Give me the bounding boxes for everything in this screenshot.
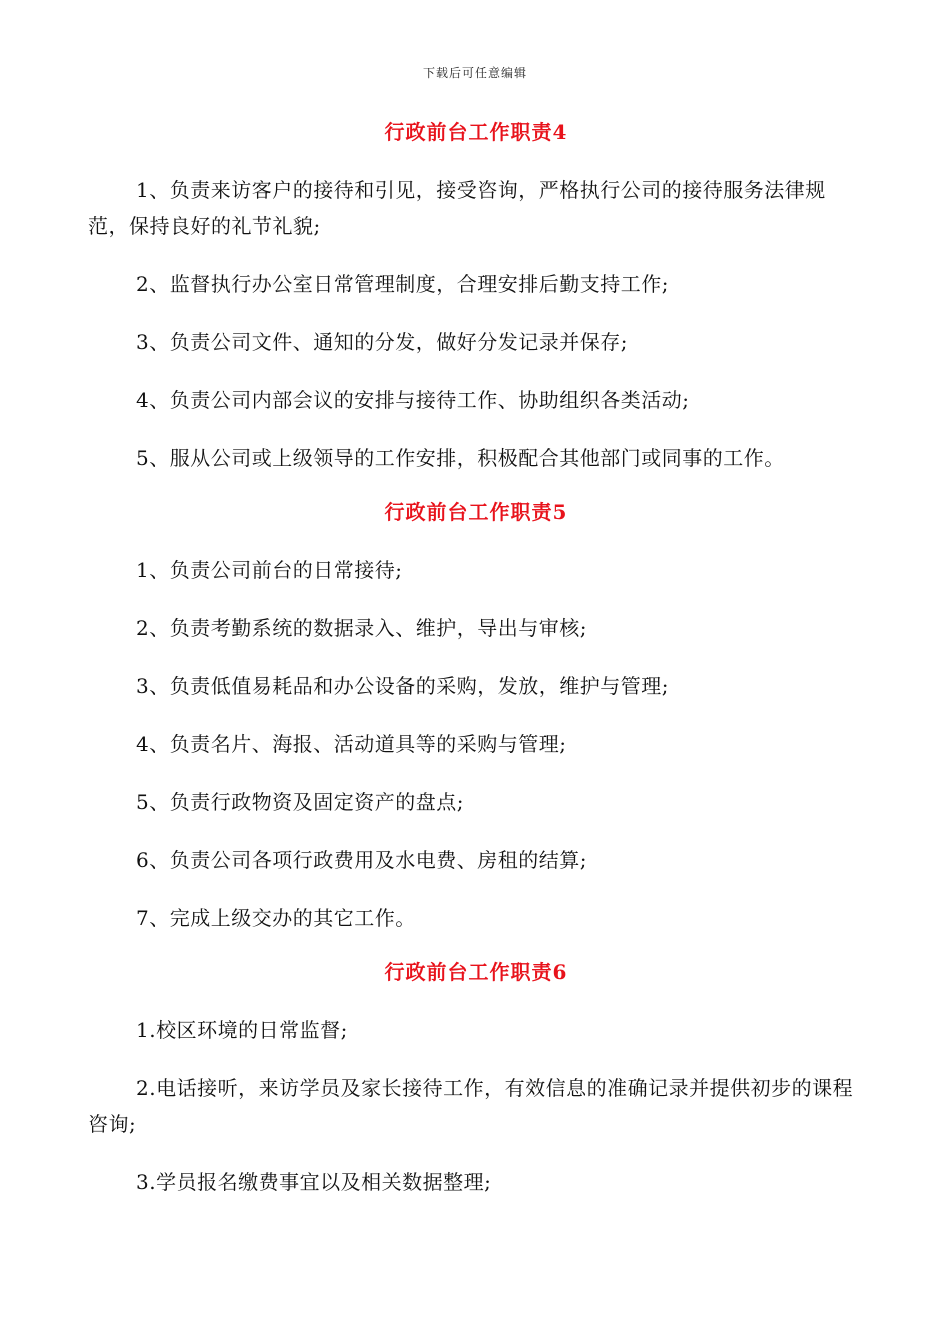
list-item: 4、负责公司内部会议的安排与接待工作、协助组织各类活动; (136, 388, 690, 412)
list-item: 6、负责公司各项行政费用及水电费、房租的结算; (136, 848, 587, 872)
list-item: 1、负责公司前台的日常接待; (136, 558, 403, 582)
section-duties-5 (88, 498, 864, 936)
list-item: 4、负责名片、海报、活动道具等的采购与管理; (136, 732, 567, 756)
list-item: 7、完成上级交办的其它工作。 (136, 906, 416, 930)
list-item: 1、负责来访客户的接待和引见，接受咨询，严格执行公司的接待服务法律规范，保持良好的礼节礼貌; (88, 178, 826, 238)
section-duties-4 (88, 118, 864, 476)
section-title: 行政前台工作职责6 (384, 960, 568, 984)
list-item: 2.电话接听，来访学员及家长接待工作，有效信息的准确记录并提供初步的课程咨询; (88, 1076, 854, 1136)
header-note: 下载后可任意编辑 (422, 66, 527, 80)
document-body (88, 118, 864, 1222)
list-item: 2、负责考勤系统的数据录入、维护，导出与审核; (136, 616, 587, 640)
list-item: 1.校区环境的日常监督; (136, 1018, 348, 1042)
section-title: 行政前台工作职责4 (384, 120, 568, 144)
list-item: 2、监督执行办公室日常管理制度，合理安排后勤支持工作; (136, 272, 669, 296)
list-item: 3、负责低值易耗品和办公设备的采购，发放，维护与管理; (136, 674, 669, 698)
list-item: 3、负责公司文件、通知的分发，做好分发记录并保存; (136, 330, 628, 354)
list-item: 3.学员报名缴费事宜以及相关数据整理; (136, 1170, 492, 1194)
section-duties-6 (88, 958, 864, 1200)
list-item: 5、服从公司或上级领导的工作安排，积极配合其他部门或同事的工作。 (136, 446, 785, 470)
list-item: 5、负责行政物资及固定资产的盘点; (136, 790, 464, 814)
section-title: 行政前台工作职责5 (384, 500, 568, 524)
